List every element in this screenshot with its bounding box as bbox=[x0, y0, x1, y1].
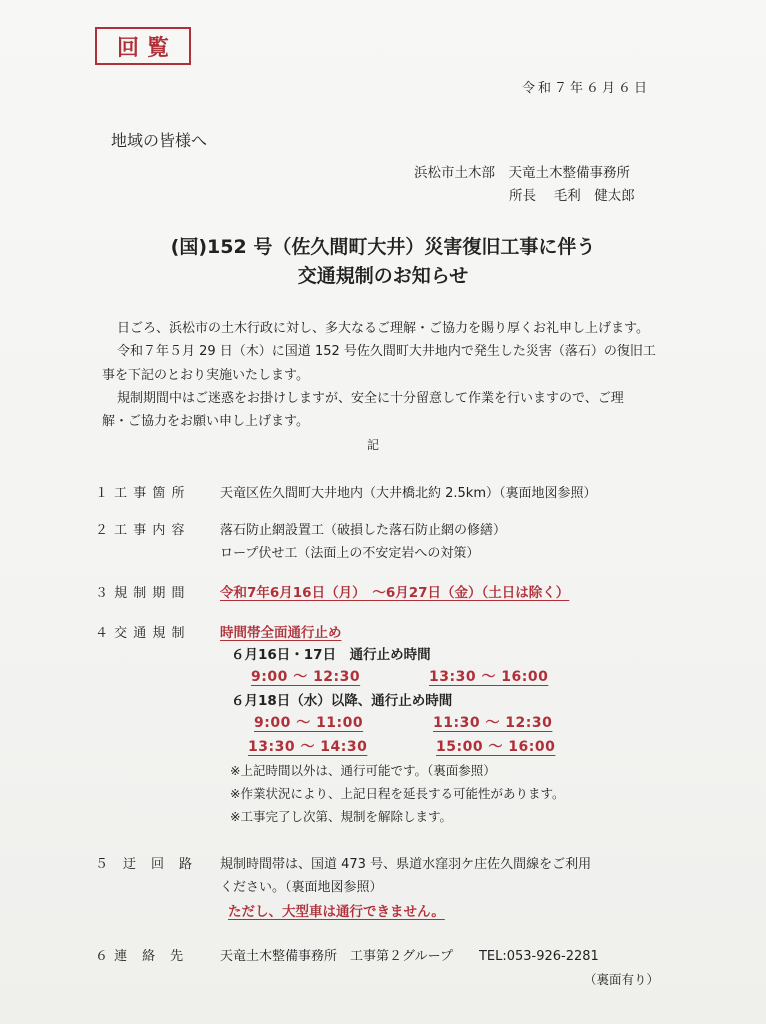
sender-office: 浜松市土木部 天竜土木整備事務所 bbox=[414, 165, 630, 181]
item-label-content: ２ 工 事 内 容 bbox=[95, 523, 186, 538]
item-value-content-1: 落石防止網設置工（破損した落石防止網の修繕） bbox=[220, 523, 507, 538]
item-value-contact: 天竜土木整備事務所 工事第２グループ TEL:053-926-2281 bbox=[220, 949, 599, 964]
traffic-note: ※作業状況により、上記日程を延長する可能性があります。 bbox=[230, 786, 565, 801]
item-label-traffic: ４ 交 通 規 制 bbox=[95, 626, 186, 641]
item-label-contact: ６ 連 絡 先 bbox=[95, 949, 185, 964]
traffic-note: ※工事完了し次第、規制を解除します。 bbox=[230, 809, 452, 824]
body-text-line: 日ごろ、浜松市の土木行政に対し、多大なるご理解・ご協力を賜り厚くお礼申し上げます。 bbox=[117, 321, 649, 336]
item-label-detour: ５ 迂 回 路 bbox=[95, 857, 194, 872]
time-slot: 15:00 ～ 16:00 bbox=[436, 739, 556, 755]
item-value-traffic-type: 時間帯全面通行止め bbox=[220, 625, 342, 641]
item-value-detour-1: 規制時間帯は、国道 473 号、県道水窪羽ケ庄佐久間線をご利用 bbox=[220, 857, 592, 872]
detour-warning: ただし、大型車は通行できません。 bbox=[228, 904, 445, 920]
time-slot: 9:00 ～ 11:00 bbox=[254, 715, 364, 731]
traffic-note: ※上記時間以外は、通行可能です。（裏面参照） bbox=[230, 763, 496, 778]
circulation-stamp: 回覧 bbox=[95, 27, 191, 65]
schedule-heading-1: ６月16日・17日 通行止め時間 bbox=[231, 647, 431, 663]
item-value-detour-2: ください。（裏面地図参照） bbox=[220, 880, 383, 895]
time-slot: 9:00 ～ 12:30 bbox=[251, 669, 361, 685]
body-text-line: 解・ご協力をお願い申し上げます。 bbox=[102, 414, 309, 429]
sender-director: 所長 毛利 健太郎 bbox=[509, 188, 635, 204]
body-text-line: 事を下記のとおり実施いたします。 bbox=[102, 368, 309, 383]
schedule-heading-2: ６月18日（水）以降、通行止め時間 bbox=[231, 693, 453, 709]
reverse-side-note: （裏面有り） bbox=[584, 972, 660, 987]
item-label-location: １ 工 事 箇 所 bbox=[95, 486, 186, 501]
time-slot: 13:30 ～ 14:30 bbox=[248, 739, 368, 755]
time-slot: 13:30 ～ 16:00 bbox=[429, 669, 549, 685]
body-text-line: 令和７年５月 29 日（木）に国道 152 号佐久間町大井地内で発生した災害（落石）の復旧工 bbox=[117, 344, 656, 359]
item-value-period: 令和7年6月16日（月） ～6月27日（金）（土日は除く） bbox=[220, 585, 570, 601]
item-value-content-2: ロープ伏せ工（法面上の不安定岩への対策） bbox=[220, 546, 480, 561]
ki-marker: 記 bbox=[367, 438, 380, 452]
time-slot: 11:30 ～ 12:30 bbox=[433, 715, 553, 731]
salutation: 地域の皆様へ bbox=[111, 131, 208, 150]
body-text-line: 規制期間中はご迷惑をお掛けしますが、安全に十分留意して作業を行いますので、ご理 bbox=[117, 391, 624, 406]
notice-title-line-2: 交通規制のお知らせ bbox=[297, 265, 469, 287]
item-value-location: 天竜区佐久間町大井地内（大井橋北約 2.5km）（裏面地図参照） bbox=[220, 486, 597, 501]
issue-date: 令和７年６月６日 bbox=[522, 81, 651, 96]
notice-title-line-1: (国)152 号（佐久間町大井）災害復旧工事に伴う bbox=[170, 236, 596, 258]
item-label-period: ３ 規 制 期 間 bbox=[95, 586, 186, 601]
